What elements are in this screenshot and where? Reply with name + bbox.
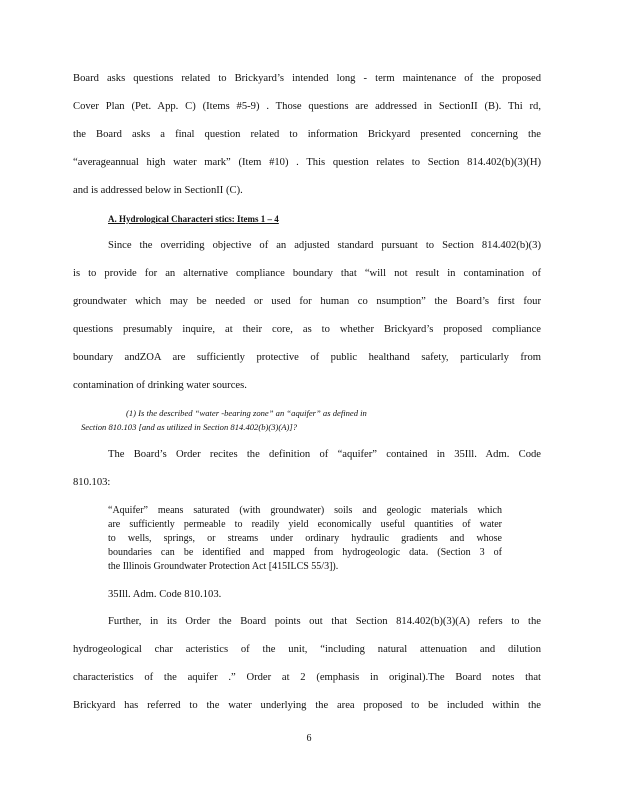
quote-line: boundaries can be identified and mapped from hydrogeologic data. (Section 3 of: [108, 547, 502, 558]
paragraph-line: hydrogeological char acteristics of the unit, “including natural attenuation and dilution: [73, 644, 541, 655]
paragraph-line: the Board asks a final question related to information Brickyard presented concerning the: [73, 129, 541, 140]
paragraph-line: boundary andZOA are sufficiently protective of public healthand safety, particularly from: [73, 352, 541, 363]
paragraph-line: contamination of drinking water sources.: [73, 380, 247, 391]
quote-line: to wells, springs, or streams under ordinary hydraulic gradients and whose: [108, 533, 502, 544]
paragraph-line: characteristics of the aquifer .” Order at 2 (emphasis in original).The Board notes that: [73, 672, 541, 683]
paragraph-line: Board asks questions related to Brickyard’s intended long - term maintenance of the proposed: [73, 73, 541, 84]
paragraph-line: Since the overriding objective of an adjusted standard pursuant to Section 814.402(b)(3): [108, 240, 541, 251]
subquestion-line: Section 810.103 [and as utilized in Section 814.402(b)(3)(A)]?: [81, 422, 298, 432]
subquestion-line: (1) Is the described “water -bearing zone” an “aquifer” as defined in: [126, 408, 367, 418]
paragraph-line: Brickyard has referred to the water underlying the area proposed to be included within the: [73, 700, 541, 711]
quote-line: the Illinois Groundwater Protection Act [415ILCS 55/3]).: [108, 561, 339, 572]
paragraph-line: “averageannual high water mark” (Item #10) . This question relates to Section 814.402(b)(3)(H): [73, 157, 541, 168]
quote-line: are sufficiently permeable to readily yield economically useful quantities of water: [108, 519, 502, 530]
paragraph-line: questions presumably inquire, at their core, as to whether Brickyard’s proposed compliance: [73, 324, 541, 335]
quote-line: “Aquifer” means saturated (with groundwater) soils and geologic materials which: [108, 505, 502, 516]
section-heading: A. Hydrological Characteri stics: Items 1 – 4: [108, 214, 279, 224]
paragraph-line: is to provide for an alternative compliance boundary that “will not result in contamination of: [73, 268, 541, 279]
paragraph-line: The Board’s Order recites the definition of “aquifer” contained in 35Ill. Adm. Code: [108, 449, 541, 460]
paragraph-line: Cover Plan (Pet. App. C) (Items #5-9) . Those questions are addressed in SectionII (B). Thi rd,: [73, 101, 541, 112]
page-number: 6: [306, 733, 312, 744]
citation: 35Ill. Adm. Code 810.103.: [108, 589, 222, 600]
paragraph-line: 810.103:: [73, 477, 111, 488]
paragraph-line: Further, in its Order the Board points out that Section 814.402(b)(3)(A) refers to the: [108, 616, 541, 627]
paragraph-line: groundwater which may be needed or used for human co nsumption” the Board’s first four: [73, 296, 541, 307]
paragraph-line: and is addressed below in SectionII (C).: [73, 185, 243, 196]
